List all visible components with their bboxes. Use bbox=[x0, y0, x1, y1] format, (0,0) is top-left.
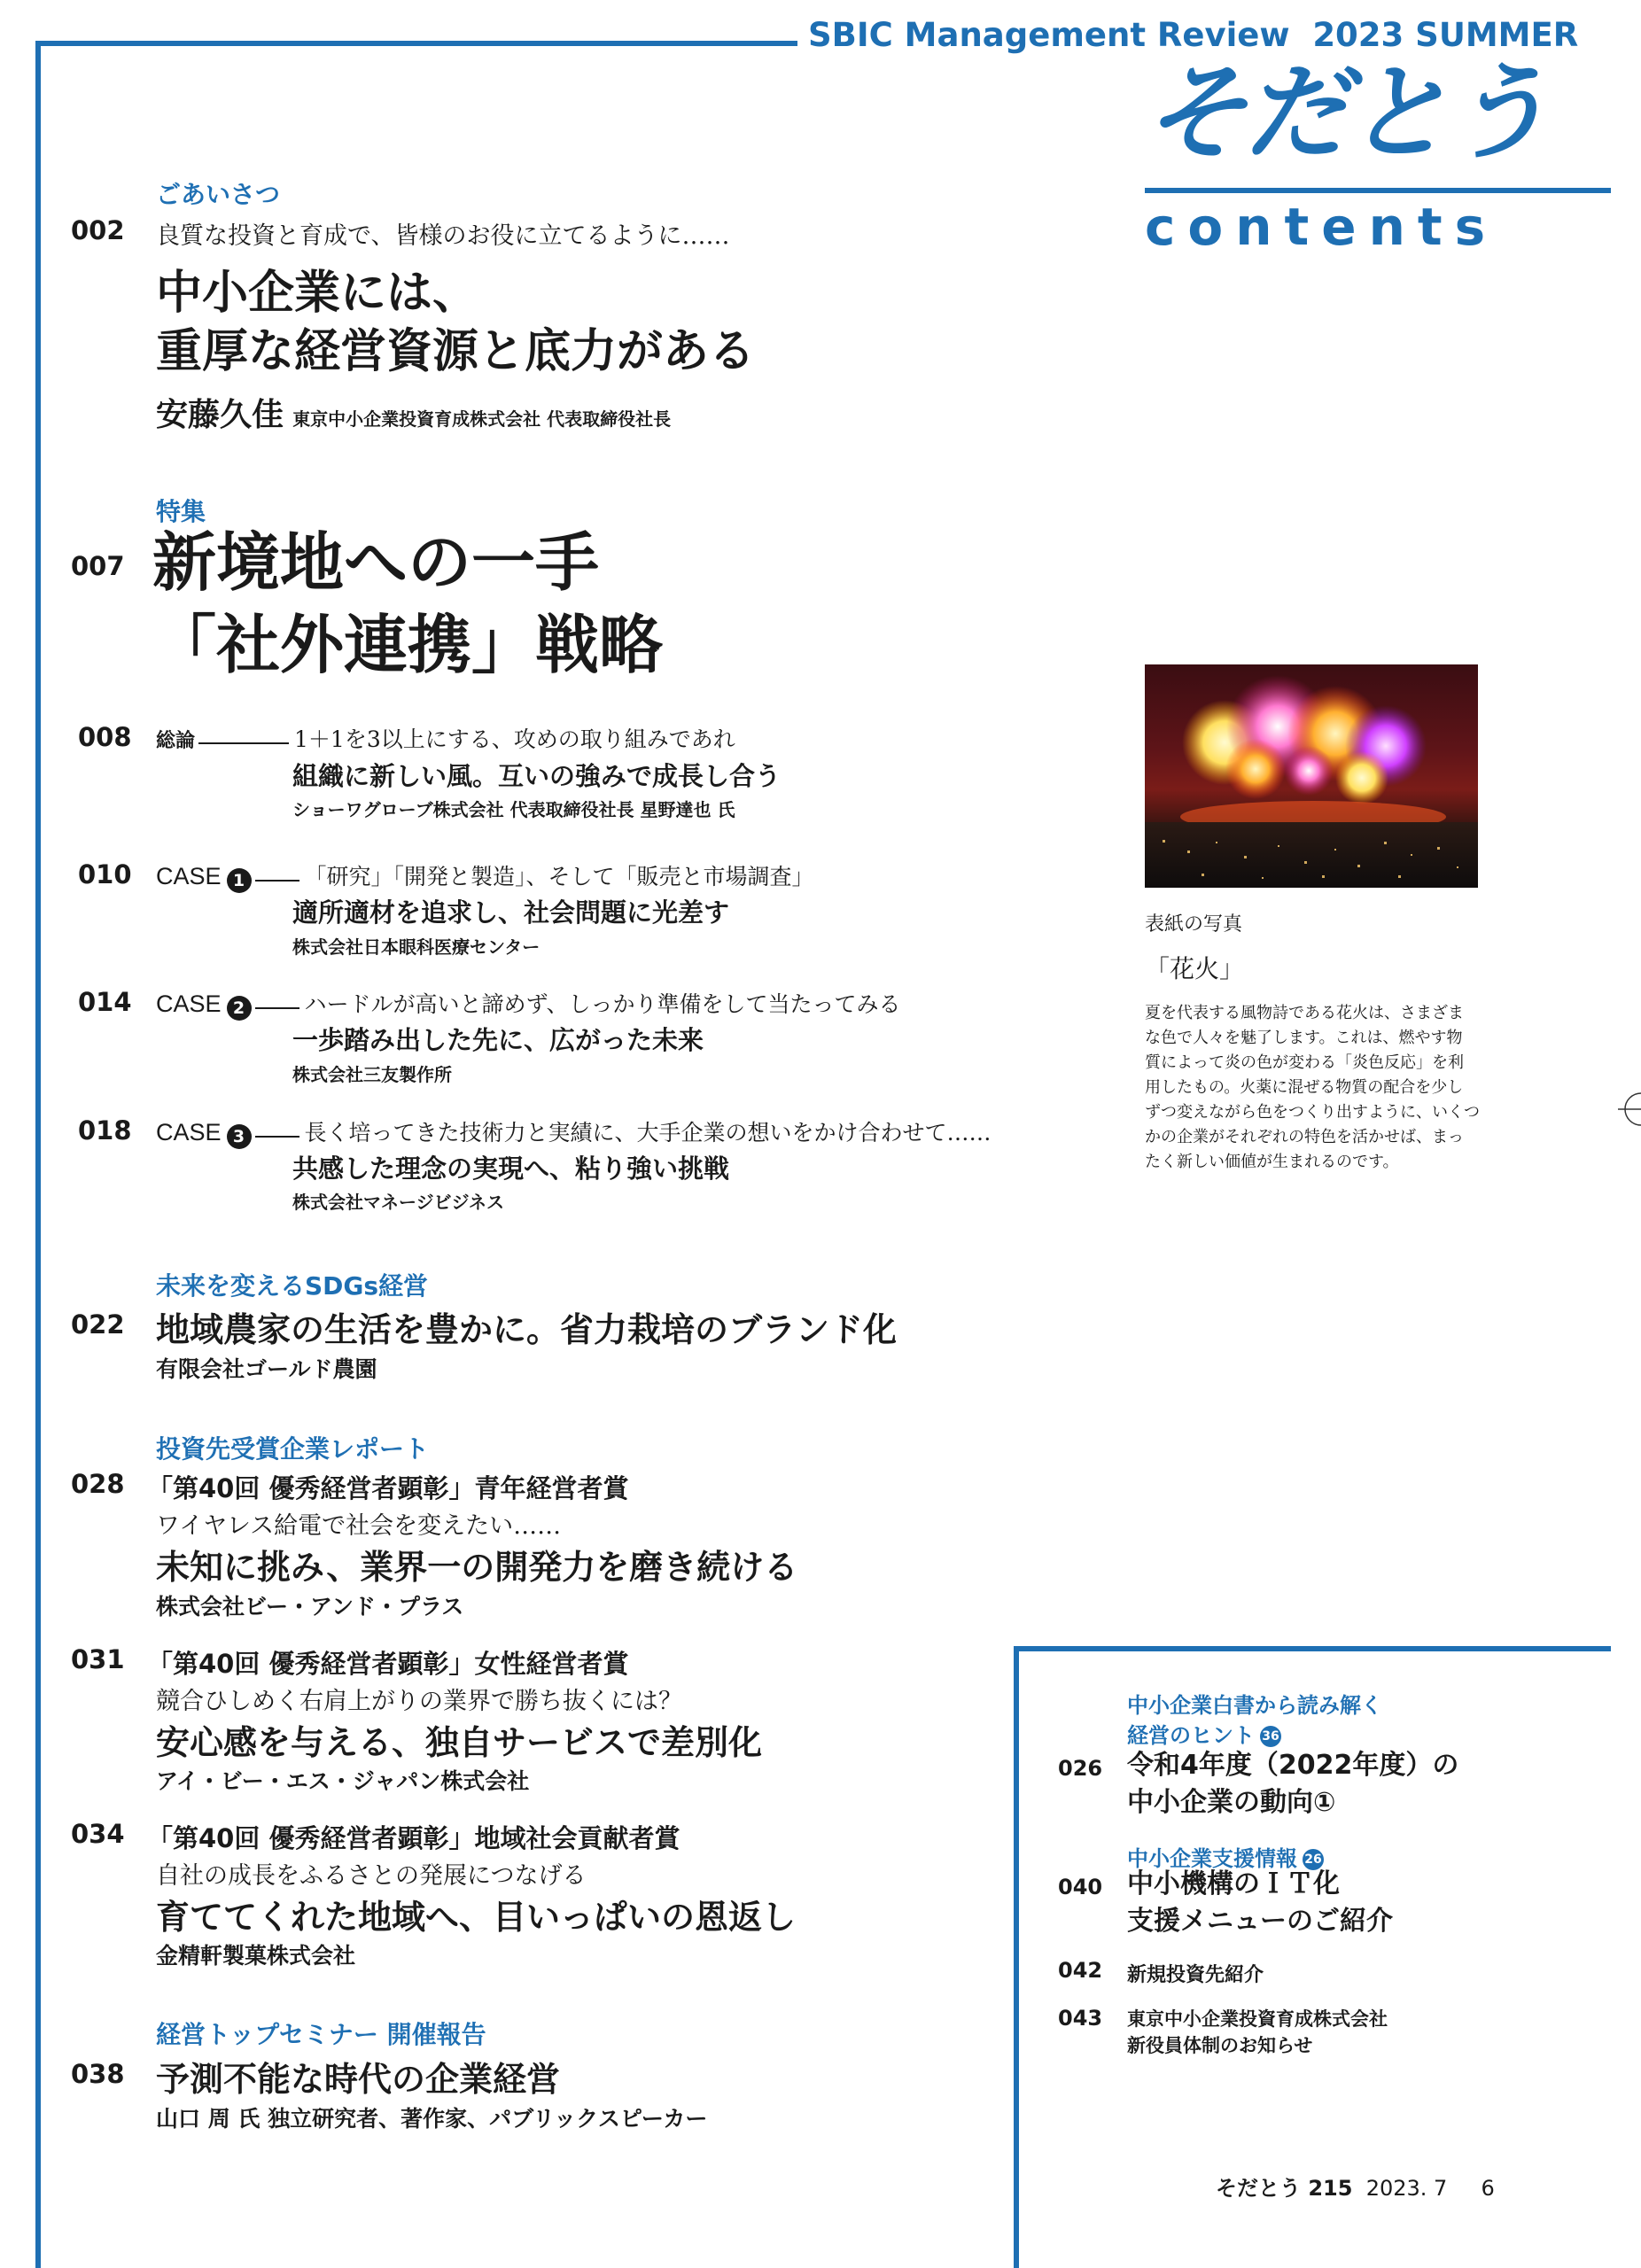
cover-description bbox=[1145, 1001, 1480, 1175]
support-title bbox=[1127, 1866, 1393, 1940]
award-name: 「第40回 優秀経営者顕彰」地域社会貢献者賞 bbox=[147, 1823, 681, 1853]
item-lead-row bbox=[156, 859, 814, 893]
item-lead-row bbox=[156, 1115, 992, 1149]
page-number: 008 bbox=[78, 722, 132, 752]
page-number: 018 bbox=[78, 1115, 132, 1146]
section-feature: 特集 bbox=[156, 497, 206, 526]
award-company: 株式会社ビー・アンド・プラス bbox=[156, 1594, 464, 1619]
lead-dash bbox=[198, 742, 289, 744]
cover-description-line: たく新しい価値が生まれるのです。 bbox=[1145, 1153, 1399, 1171]
page-number: 031 bbox=[71, 1644, 125, 1674]
award-name: 「第40回 優秀経営者顕彰」女性経営者賞 bbox=[147, 1649, 629, 1679]
cover-description-line: ずつ変えながら色をつくり出すように、いくつ bbox=[1145, 1103, 1480, 1122]
lead-dash bbox=[255, 880, 299, 882]
section-sdgs: 未来を変えるSDGs経営 bbox=[156, 1271, 429, 1301]
page-number: 002 bbox=[71, 215, 125, 245]
item-lead: 1＋1を3以上にする、攻めの取り組みであれ bbox=[294, 726, 735, 752]
frame-top-rule bbox=[35, 41, 797, 46]
item-company: 株式会社日本眼科医療センター bbox=[292, 936, 541, 958]
hint-title-line1: 令和4年度（2022年度）の bbox=[1127, 1750, 1459, 1781]
item-company: ショーワグローブ株式会社 代表取締役社長 星野達也 氏 bbox=[292, 799, 735, 820]
cover-title: 「花火」 bbox=[1145, 954, 1245, 983]
item-lead: 長く培ってきた技術力と実績に、大手企業の想いをかけ合わせて…… bbox=[304, 1120, 992, 1146]
lead-text: 良質な投資と育成で、皆様のお役に立てるように…… bbox=[156, 222, 730, 250]
page-number: 014 bbox=[78, 987, 132, 1017]
cover-description-line: 夏を代表する風物詩である花火は、さまざま bbox=[1145, 1004, 1464, 1022]
logo: そだとう bbox=[1143, 51, 1548, 174]
magazine-name: SBIC Management Review bbox=[808, 16, 1290, 54]
page-number: 040 bbox=[1058, 1875, 1103, 1899]
page-number: 007 bbox=[71, 551, 125, 581]
item-lead: 「研究」「開発と製造」、そして「販売と市場調査」 bbox=[304, 864, 814, 889]
author-name: 安藤久佳 bbox=[156, 397, 284, 433]
case-label: CASE bbox=[156, 1119, 222, 1146]
hint-title bbox=[1127, 1747, 1458, 1821]
page-number: 043 bbox=[1058, 2006, 1103, 2031]
frame-left-rule bbox=[35, 41, 41, 2268]
crop-mark bbox=[1614, 1083, 1641, 1136]
hint-section-label: 経営のヒント bbox=[1127, 1723, 1255, 1748]
seminar-title: 予測不能な時代の企業経営 bbox=[156, 2060, 561, 2099]
footer-magazine: そだとう 215 bbox=[1216, 2176, 1353, 2201]
case-label: CASE bbox=[156, 990, 222, 1017]
footer-date: 2023. 7 bbox=[1365, 2176, 1448, 2201]
section-greeting: ごあいさつ bbox=[156, 180, 281, 209]
author-role: 東京中小企業投資育成株式会社 代表取締役社長 bbox=[292, 408, 672, 430]
award-title: 安心感を与える、独自サービスで差別化 bbox=[156, 1723, 763, 1762]
section-hint bbox=[1127, 1690, 1382, 1751]
feature-title-line1: 新境地への一手 bbox=[152, 525, 600, 600]
case-label: CASE bbox=[156, 863, 222, 889]
item-title: 一歩踏み出した先に、広がった未来 bbox=[292, 1025, 704, 1055]
page-number: 034 bbox=[71, 1819, 125, 1849]
greeting-title-line1: 中小企業には、 bbox=[156, 267, 479, 320]
support-section-label: 中小企業支援情報 bbox=[1127, 1846, 1297, 1871]
item-lead-row bbox=[156, 722, 735, 754]
officer-notice-line2: 新役員体制のお知らせ bbox=[1127, 2035, 1313, 2056]
case-number-badge: 1 bbox=[227, 868, 252, 893]
masthead bbox=[808, 16, 1578, 54]
award-title: 育ててくれた地域へ、目いっぱいの恩返し bbox=[156, 1898, 797, 1937]
fireworks-image bbox=[1145, 664, 1478, 888]
greeting-author bbox=[156, 390, 671, 435]
award-company: 金精軒製菓株式会社 bbox=[156, 1943, 356, 1969]
lead-dash bbox=[255, 1136, 299, 1138]
support-title-line2: 支援メニューのご紹介 bbox=[1127, 1906, 1393, 1937]
item-lead: ハードルが高いと諦めず、しっかり準備をして当たってみる bbox=[304, 991, 901, 1017]
sidebar-top-rule bbox=[1014, 1646, 1611, 1651]
cover-description-line: 用したもの。火薬に混ぜる物質の配合を少し bbox=[1145, 1078, 1464, 1097]
award-name: 「第40回 優秀経営者顕彰」青年経営者賞 bbox=[147, 1473, 629, 1503]
page-number: 026 bbox=[1058, 1756, 1103, 1781]
award-lead: ワイヤレス給電で社会を変えたい…… bbox=[156, 1512, 562, 1540]
header-rule bbox=[1145, 188, 1611, 193]
support-title-line1: 中小機構のＩＴ化 bbox=[1127, 1868, 1340, 1899]
seminar-speaker: 山口 周 氏 独立研究者、著作家、パブリックスピーカー bbox=[156, 2106, 708, 2132]
section-seminar: 経営トップセミナー 開催報告 bbox=[156, 2020, 486, 2049]
page-number: 038 bbox=[71, 2059, 125, 2089]
item-title: 共感した理念の実現へ、粘り強い挑戦 bbox=[292, 1153, 730, 1184]
feature-title-line2: 「社外連携」戦略 bbox=[152, 608, 664, 682]
cover-description-line: かの企業がそれぞれの特色を活かせば、まっ bbox=[1145, 1128, 1464, 1146]
lead-dash bbox=[255, 1007, 299, 1009]
hint-section-line1: 中小企業白書から読み解く bbox=[1127, 1693, 1382, 1718]
item-company: 株式会社三友製作所 bbox=[292, 1064, 452, 1085]
officer-notice-line1: 東京中小企業投資育成株式会社 bbox=[1127, 2008, 1388, 2030]
item-lead-row bbox=[156, 987, 901, 1021]
greeting-title-line2: 重厚な経営資源と底力がある bbox=[156, 325, 756, 378]
new-investments-title: 新規投資先紹介 bbox=[1127, 1964, 1264, 1986]
sidebar-left-rule bbox=[1014, 1646, 1019, 2268]
page-number: 022 bbox=[71, 1309, 125, 1340]
page-number: 010 bbox=[78, 859, 132, 889]
item-company: 株式会社マネージビジネス bbox=[292, 1192, 504, 1213]
item-title: 適所適材を追求し、社会問題に光差す bbox=[292, 897, 730, 928]
support-number-badge: 26 bbox=[1303, 1849, 1324, 1870]
hint-number-badge: 36 bbox=[1260, 1726, 1281, 1747]
award-lead: 自社の成長をふるさとの発展につなげる bbox=[156, 1862, 587, 1890]
award-lead: 競合ひしめく右肩上がりの業界で勝ち抜くには？ bbox=[156, 1688, 682, 1715]
award-company: アイ・ビー・エス・ジャパン株式会社 bbox=[156, 1768, 530, 1794]
sdgs-company: 有限会社ゴールド農園 bbox=[156, 1356, 377, 1382]
issue-label: 2023 SUMMER bbox=[1312, 16, 1579, 54]
cover-photo bbox=[1145, 664, 1478, 888]
case-number-badge: 3 bbox=[227, 1124, 252, 1149]
page-number: 028 bbox=[71, 1469, 125, 1499]
footer-page-number: 6 bbox=[1481, 2176, 1495, 2201]
sdgs-title: 地域農家の生活を豊かに。省力栽培のブランド化 bbox=[156, 1310, 898, 1349]
contents-label: contents bbox=[1145, 197, 1498, 257]
officer-notice bbox=[1127, 2006, 1388, 2059]
footer bbox=[1216, 2171, 1495, 2202]
section-awards: 投資先受賞企業レポート bbox=[156, 1434, 430, 1464]
cover-description-line: な色で人々を魅了します。これは、燃やす物 bbox=[1145, 1029, 1463, 1047]
award-title: 未知に挑み、業界一の開発力を磨き続ける bbox=[156, 1548, 798, 1587]
hint-title-line2: 中小企業の動向① bbox=[1127, 1787, 1336, 1818]
item-label: 総論 bbox=[156, 730, 196, 752]
cover-label: 表紙の写真 bbox=[1145, 913, 1243, 936]
page-number: 042 bbox=[1058, 1958, 1103, 1983]
case-number-badge: 2 bbox=[227, 996, 252, 1021]
hint-section-line2 bbox=[1127, 1720, 1382, 1751]
cover-description-line: 質によって炎の色が変わる「炎色反応」を利 bbox=[1145, 1053, 1464, 1072]
item-title: 組織に新しい風。互いの強みで成長し合う bbox=[292, 761, 782, 791]
